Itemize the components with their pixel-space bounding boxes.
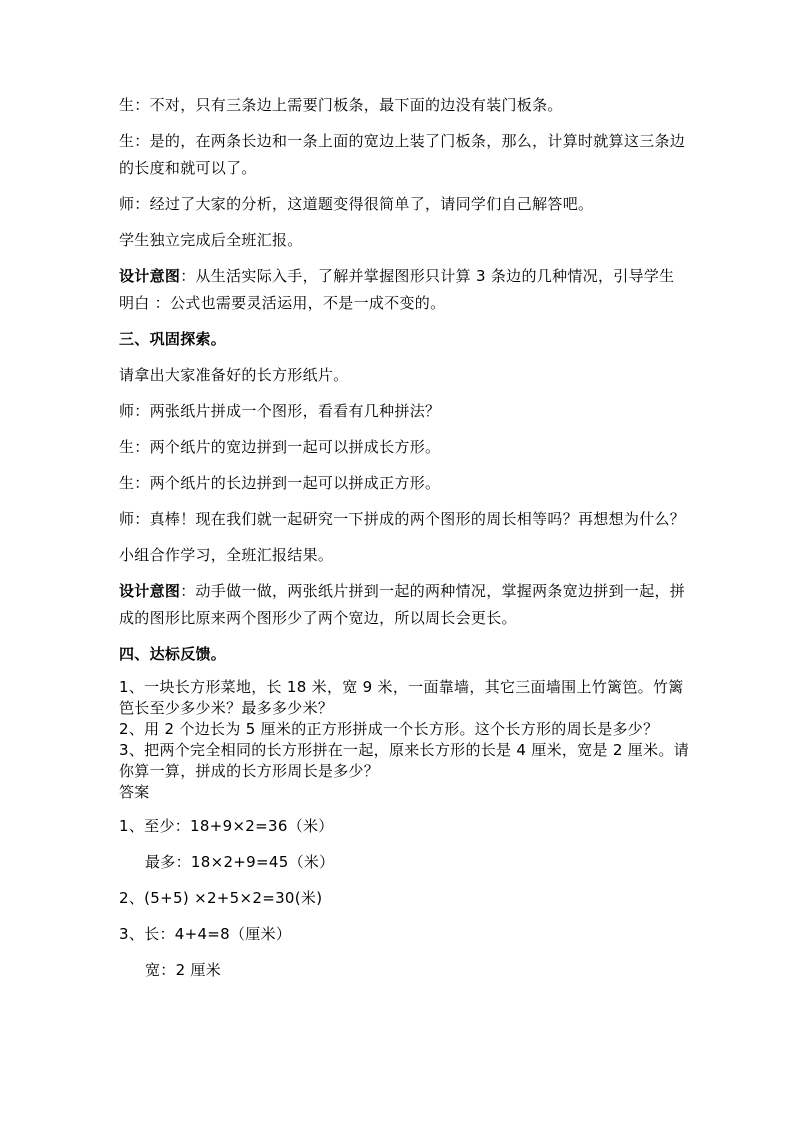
dialogue-student-2: 生：是的，在两条长边和一条上面的宽边上装了门板条，那么，计算时就算这三条边的长度和就可以了。	[119, 132, 686, 177]
answer-item: 2、(5+5) ×2+5×2=30(米)	[119, 889, 323, 907]
answer-item: 1、至少：18+9×2=36（米）	[119, 817, 334, 835]
exercise-item: 1、一块长方形菜地，长 18 米，宽 9 米，一面靠墙，其它三面墙围上竹篱笆。竹篱笆长至少多少米？最多多少米？	[119, 678, 684, 717]
exercise-item: 3、把两个完全相同的长方形拼在一起，原来长方形的长是 4 厘米，宽是 2 厘米。请你算一算，拼成的长方形周长是多少？	[119, 741, 690, 780]
exercise-item: 2、用 2 个边长为 5 厘米的正方形拼成一个长方形。这个长方形的周长是多少？	[119, 720, 659, 738]
answer-item: 3、长：4+4=8（厘米）	[119, 925, 292, 943]
answer-item: 宽：2 厘米	[145, 961, 222, 979]
class-report-note: 学生独立完成后全班汇报。	[119, 231, 303, 249]
dialogue-student-4: 生：两个纸片的长边拼到一起可以拼成正方形。	[119, 474, 441, 492]
dialogue-teacher-2: 师：两张纸片拼成一个图形，看看有几种拼法？	[119, 402, 441, 420]
section-heading-3: 三、巩固探索。	[119, 330, 227, 348]
dialogue-student-3: 生：两个纸片的宽边拼到一起可以拼成长方形。	[119, 438, 441, 456]
design-intent-label: 设计意图	[119, 267, 181, 285]
design-intent-text: ：从生活实际入手，了解并掌握图形只计算 3 条边的几种情况，引导学生明白 ：公式也需要灵活运用，不是一成不变的。	[119, 267, 675, 312]
instruction-paper: 请拿出大家准备好的长方形纸片。	[119, 366, 349, 384]
design-intent-2	[119, 578, 689, 632]
design-intent-label: 设计意图	[119, 582, 181, 600]
dialogue-teacher-1: 师：经过了大家的分析，这道题变得很简单了，请同学们自己解答吧。	[119, 195, 594, 213]
exercise-list	[119, 677, 689, 803]
dialogue-student-1: 生：不对，只有三条边上需要门板条，最下面的边没有装门板条。	[119, 96, 563, 114]
design-intent-1	[119, 263, 689, 317]
answer-item: 最多：18×2+9=45（米）	[145, 853, 335, 871]
design-intent-text: ：动手做一做，两张纸片拼到一起的两种情况，掌握两条宽边拼到一起，拼成的图形比原来两个图形少了两个宽边，所以周长会更长。	[119, 582, 686, 627]
section-heading-4: 四、达标反馈。	[119, 645, 227, 663]
answer-title: 答案	[119, 783, 150, 801]
document-page	[119, 92, 689, 993]
dialogue-teacher-3: 师：真棒！现在我们就一起研究一下拼成的两个图形的周长相等吗？再想想为什么？	[119, 510, 686, 528]
group-study-note: 小组合作学习，全班汇报结果。	[119, 546, 334, 564]
answer-list	[119, 813, 689, 984]
